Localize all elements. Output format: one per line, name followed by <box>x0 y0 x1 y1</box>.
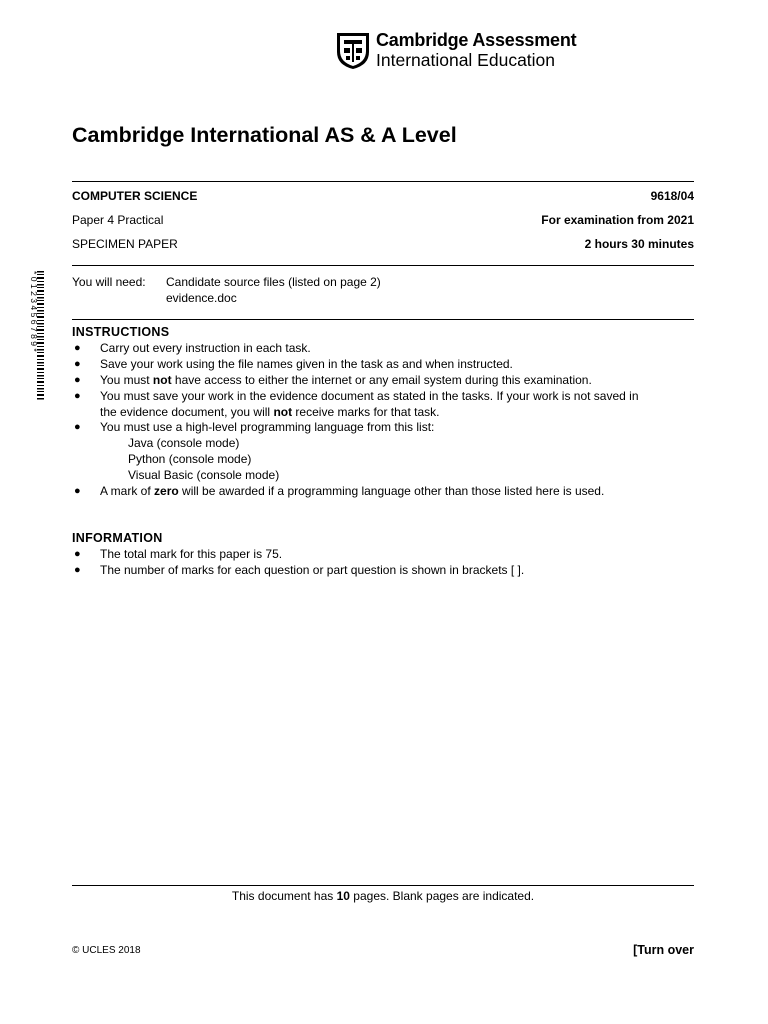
information-item: The total mark for this paper is 75. <box>100 547 283 561</box>
information-heading: INFORMATION <box>72 531 163 545</box>
paper-name: Paper 4 Practical <box>72 213 164 227</box>
requirement-item: evidence.doc <box>166 291 237 305</box>
logo-text-line2: International Education <box>376 50 556 70</box>
bullet: ● <box>74 485 81 497</box>
instruction-item: Save your work using the file names given in the task as and when instructed. <box>100 357 513 371</box>
turn-over-note: [Turn over <box>633 943 694 957</box>
top-divider <box>72 181 694 182</box>
instruction-item: A mark of zero will be awarded if a programming language other than those listed here is used. <box>100 484 605 498</box>
you-will-need-label: You will need: <box>72 275 146 289</box>
cambridge-crest-icon <box>336 32 370 70</box>
barcode <box>28 271 44 401</box>
details-divider <box>72 265 694 266</box>
bullet: ● <box>74 358 81 370</box>
instruction-item: You must not have access to either the internet or any email system during this examination. <box>100 373 592 387</box>
bullet: ● <box>74 390 81 402</box>
logo-text-line1: Cambridge Assessment <box>376 30 577 50</box>
instructions-divider <box>72 319 694 320</box>
copyright: © UCLES 2018 <box>72 945 141 956</box>
barcode-text: * 0 1 2 3 4 5 6 7 8 9 * <box>29 271 39 352</box>
instruction-item: Carry out every instruction in each task. <box>100 341 311 355</box>
instruction-item-continued: the evidence document, you will not receive marks for that task. <box>100 405 440 419</box>
language-option: Visual Basic (console mode) <box>128 468 280 482</box>
cambridge-logo <box>336 30 586 72</box>
exam-duration: 2 hours 30 minutes <box>584 237 694 251</box>
information-item: The number of marks for each question or part question is shown in brackets [ ]. <box>100 563 525 577</box>
barcode-icon <box>28 271 44 401</box>
syllabus-code: 9618/04 <box>650 189 694 203</box>
instructions-heading: INSTRUCTIONS <box>72 325 170 339</box>
bullet: ● <box>74 548 81 560</box>
bullet: ● <box>74 342 81 354</box>
subject-name: COMPUTER SCIENCE <box>72 189 198 203</box>
page-count-note: This document has 10 pages. Blank pages are indicated. <box>231 889 535 903</box>
bullet: ● <box>74 564 81 576</box>
language-option: Java (console mode) <box>128 436 240 450</box>
exam-from: For examination from 2021 <box>541 213 694 227</box>
instruction-item: You must use a high-level programming language from this list: <box>100 420 435 434</box>
bullet: ● <box>74 421 81 433</box>
qualification-title: Cambridge International AS & A Level <box>72 123 457 147</box>
instruction-item: You must save your work in the evidence document as stated in the tasks. If your work is not saved in <box>100 389 639 403</box>
language-option: Python (console mode) <box>128 452 252 466</box>
requirement-item: Candidate source files (listed on page 2) <box>166 275 381 289</box>
bullet: ● <box>74 374 81 386</box>
footer-divider <box>72 885 694 886</box>
paper-type: SPECIMEN PAPER <box>72 237 178 251</box>
